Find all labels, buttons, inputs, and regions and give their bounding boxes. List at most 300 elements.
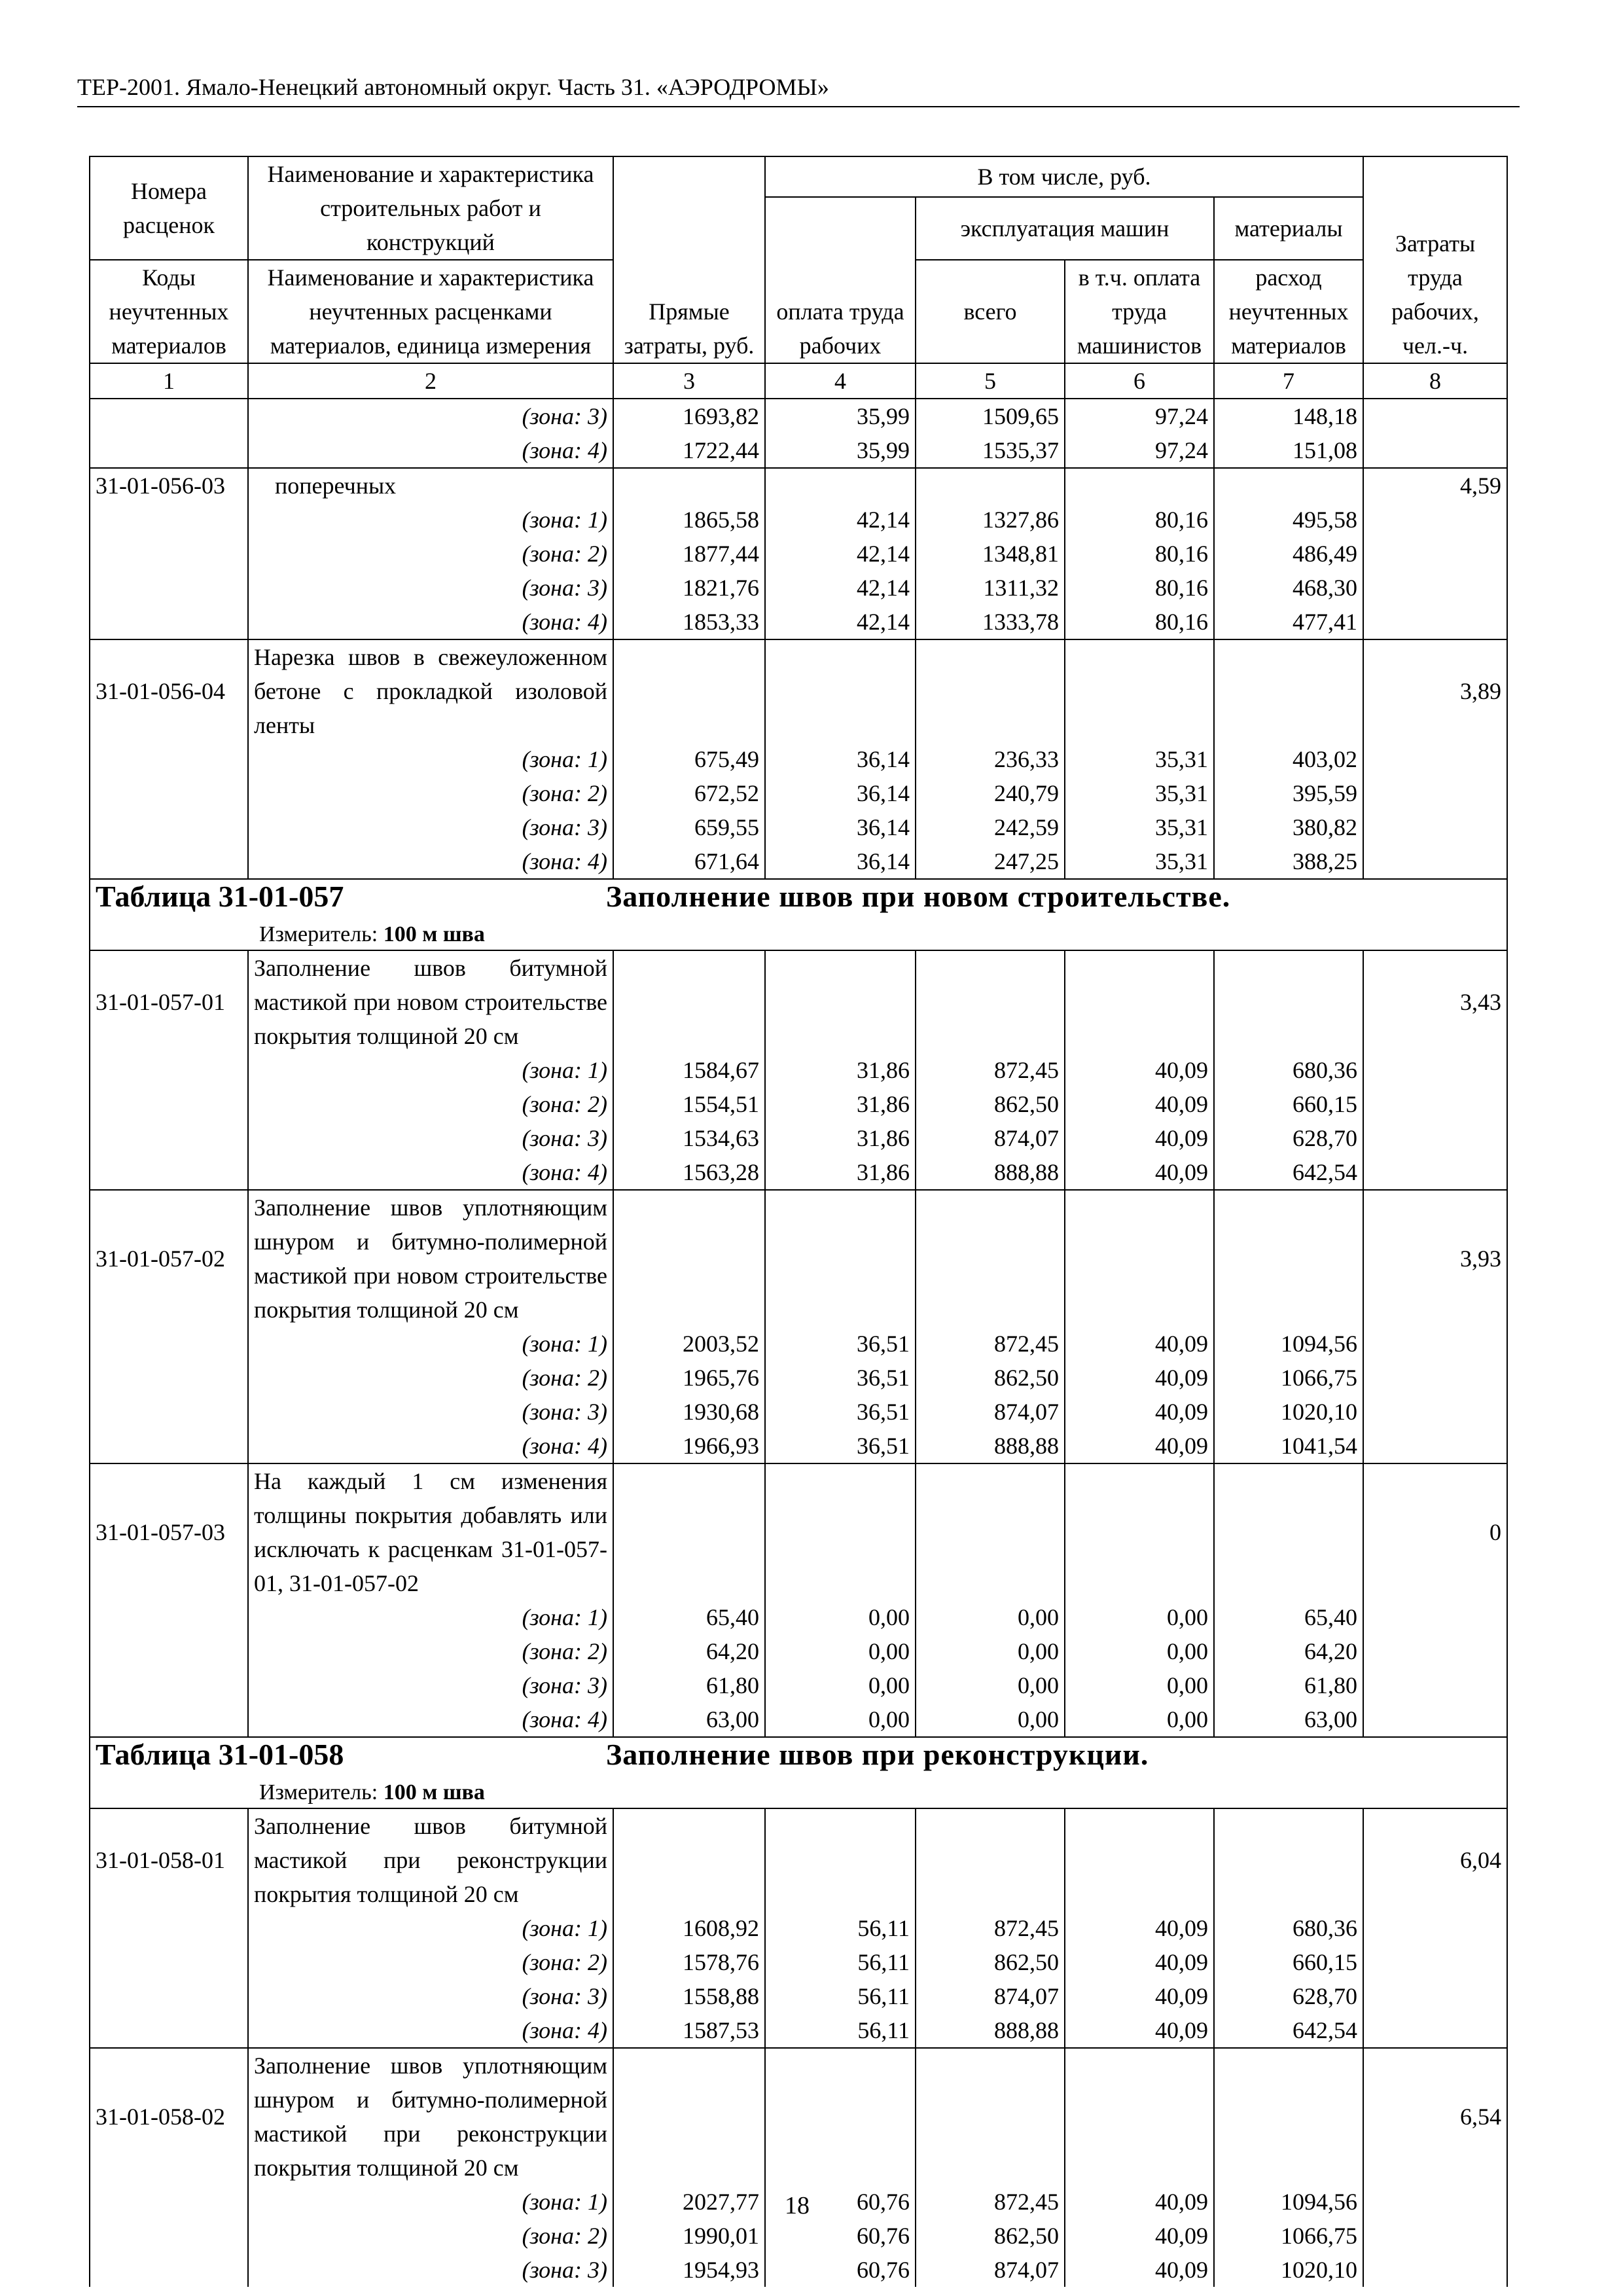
machine-total: 874,07 — [916, 1979, 1065, 2013]
zone-row — [90, 1327, 1507, 1361]
worker-pay: 56,11 — [765, 1979, 916, 2013]
col-head-rate-numbers: Номера расценок — [90, 156, 248, 260]
materials-cost: 680,36 — [1214, 1911, 1363, 1945]
zone-label: (зона: 2) — [248, 1087, 613, 1121]
worker-pay: 56,11 — [765, 1945, 916, 1979]
empty-cell — [1363, 1429, 1507, 1463]
direct-costs: 671,64 — [613, 844, 765, 879]
worker-pay: 0,00 — [765, 1634, 916, 1668]
direct-costs: 1722,44 — [613, 433, 765, 468]
empty-cell — [1065, 639, 1214, 742]
rate-code: 31-01-056-04 — [90, 639, 248, 742]
worker-pay: 0,00 — [765, 1702, 916, 1737]
direct-costs: 672,52 — [613, 776, 765, 810]
table-heading — [96, 1738, 1501, 1774]
direct-costs: 1821,76 — [613, 571, 765, 605]
worker-pay: 60,76 — [765, 2219, 916, 2253]
direct-costs: 1608,92 — [613, 1911, 765, 1945]
zone-label: (зона: 2) — [248, 1945, 613, 1979]
col-number: 8 — [1363, 363, 1507, 399]
materials-cost: 660,15 — [1214, 1087, 1363, 1121]
zone-row — [90, 1361, 1507, 1395]
materials-cost: 388,25 — [1214, 844, 1363, 879]
col-number: 2 — [248, 363, 613, 399]
table-id: Таблица 31-01-057 — [96, 880, 344, 913]
direct-costs: 1853,33 — [613, 605, 765, 639]
machine-total: 872,45 — [916, 1327, 1065, 1361]
worker-pay: 0,00 — [765, 1600, 916, 1634]
table-row — [90, 468, 1507, 503]
operator-pay: 40,09 — [1065, 1361, 1214, 1395]
col-head-labor-costs: Затраты труда рабочих, чел.-ч. — [1363, 156, 1507, 363]
empty-cell — [90, 1087, 248, 1121]
empty-cell — [90, 1979, 248, 2013]
empty-cell — [916, 468, 1065, 503]
machine-total: 0,00 — [916, 1702, 1065, 1737]
table-id-wrap — [96, 1738, 606, 1774]
machine-total: 247,25 — [916, 844, 1065, 879]
materials-cost: 380,82 — [1214, 810, 1363, 844]
worker-pay: 35,99 — [765, 399, 916, 433]
worker-pay: 36,51 — [765, 1395, 916, 1429]
zone-label: (зона: 4) — [248, 605, 613, 639]
empty-cell — [1065, 1190, 1214, 1327]
empty-cell — [1214, 639, 1363, 742]
worker-pay: 56,11 — [765, 2013, 916, 2048]
zone-label: (зона: 3) — [248, 1979, 613, 2013]
col-head-total: всего — [916, 260, 1065, 363]
col-head-materials: материалы — [1214, 197, 1363, 260]
zone-row — [90, 1979, 1507, 2013]
operator-pay: 40,09 — [1065, 2185, 1214, 2219]
page-number: 18 — [785, 2192, 810, 2219]
materials-cost: 628,70 — [1214, 1979, 1363, 2013]
col-head-machine-operation: эксплуатация машин — [916, 197, 1214, 260]
empty-cell — [1363, 776, 1507, 810]
empty-cell — [1214, 950, 1363, 1053]
empty-cell — [1363, 810, 1507, 844]
table-id: Таблица 31-01-058 — [96, 1738, 344, 1771]
zone-label: (зона: 3) — [248, 1668, 613, 1702]
rate-description: На каждый 1 см изменения толщины покрытия добавлять или исключать к расценкам 31-01-057-01, 31-01-057-02 — [248, 1463, 613, 1600]
materials-cost: 495,58 — [1214, 503, 1363, 537]
rate-code: 31-01-058-01 — [90, 1808, 248, 1911]
empty-cell — [1214, 1808, 1363, 1911]
zone-label: (зона: 1) — [248, 1600, 613, 1634]
worker-pay: 31,86 — [765, 1053, 916, 1087]
col-number: 3 — [613, 363, 765, 399]
empty-cell — [1363, 537, 1507, 571]
zone-label: (зона: 4) — [248, 1702, 613, 1737]
empty-cell — [916, 950, 1065, 1053]
machine-total: 240,79 — [916, 776, 1065, 810]
table-measure — [259, 920, 1501, 950]
operator-pay: 35,31 — [1065, 742, 1214, 776]
empty-cell — [1363, 1395, 1507, 1429]
empty-cell — [613, 468, 765, 503]
machine-total: 862,50 — [916, 1087, 1065, 1121]
zone-row — [90, 1155, 1507, 1190]
operator-pay: 40,09 — [1065, 1945, 1214, 1979]
materials-cost: 477,41 — [1214, 605, 1363, 639]
col-head-incl-operator-pay: в т.ч. оплата труда машинистов — [1065, 260, 1214, 363]
labor-costs: 3,43 — [1363, 950, 1507, 1053]
operator-pay: 0,00 — [1065, 1668, 1214, 1702]
zone-label: (зона: 3) — [248, 1395, 613, 1429]
rate-code: 31-01-058-02 — [90, 2048, 248, 2185]
zone-label: (зона: 1) — [248, 742, 613, 776]
empty-cell — [90, 605, 248, 639]
table-title: Заполнение швов при новом строительстве. — [606, 880, 1231, 913]
zone-label: (зона: 1) — [248, 1053, 613, 1087]
zone-row — [90, 1945, 1507, 1979]
operator-pay: 40,09 — [1065, 1155, 1214, 1190]
operator-pay: 35,31 — [1065, 776, 1214, 810]
direct-costs: 1965,76 — [613, 1361, 765, 1395]
empty-cell — [1363, 1087, 1507, 1121]
direct-costs: 1930,68 — [613, 1395, 765, 1429]
materials-cost: 1066,75 — [1214, 2219, 1363, 2253]
zone-label: (зона: 1) — [248, 1327, 613, 1361]
empty-cell — [916, 1190, 1065, 1327]
empty-cell — [1065, 950, 1214, 1053]
empty-cell — [613, 2048, 765, 2185]
direct-costs: 1990,01 — [613, 2219, 765, 2253]
empty-cell — [765, 639, 916, 742]
direct-costs: 1563,28 — [613, 1155, 765, 1190]
worker-pay: 36,14 — [765, 810, 916, 844]
operator-pay: 97,24 — [1065, 399, 1214, 433]
direct-costs: 1877,44 — [613, 537, 765, 571]
rate-description: Нарезка швов в свежеуложенном бетоне с прокладкой изоловой ленты — [248, 639, 613, 742]
worker-pay: 56,11 — [765, 1911, 916, 1945]
empty-cell — [765, 1190, 916, 1327]
worker-pay: 42,14 — [765, 605, 916, 639]
machine-total: 862,50 — [916, 2219, 1065, 2253]
empty-cell — [90, 1395, 248, 1429]
zone-label: (зона: 4) — [248, 1429, 613, 1463]
empty-cell — [765, 468, 916, 503]
zone-label: (зона: 4) — [248, 844, 613, 879]
empty-cell — [613, 639, 765, 742]
zone-label: (зона: 4) — [248, 433, 613, 468]
operator-pay: 80,16 — [1065, 571, 1214, 605]
empty-cell — [1065, 1808, 1214, 1911]
direct-costs: 675,49 — [613, 742, 765, 776]
empty-cell — [90, 2219, 248, 2253]
empty-cell — [90, 1668, 248, 1702]
zone-row — [90, 1668, 1507, 1702]
zone-label: (зона: 2) — [248, 1361, 613, 1395]
labor-costs: 3,93 — [1363, 1190, 1507, 1327]
measure-label: Измеритель: — [259, 1780, 378, 1804]
machine-total: 1509,65 — [916, 399, 1065, 433]
worker-pay: 0,00 — [765, 1668, 916, 1702]
worker-pay: 36,14 — [765, 844, 916, 879]
rate-description: Заполнение швов уплотняющим шнуром и битумно-полимерной мастикой при новом строительстве покрытия толщиной 20 см — [248, 1190, 613, 1327]
worker-pay: 60,76 — [765, 2185, 916, 2219]
zone-label: (зона: 3) — [248, 810, 613, 844]
materials-cost: 148,18 — [1214, 399, 1363, 433]
materials-cost: 395,59 — [1214, 776, 1363, 810]
machine-total: 1348,81 — [916, 537, 1065, 571]
zone-row — [90, 2219, 1507, 2253]
empty-cell — [1065, 468, 1214, 503]
zone-row — [90, 2013, 1507, 2048]
operator-pay: 40,09 — [1065, 1121, 1214, 1155]
empty-cell — [1363, 1121, 1507, 1155]
labor-costs: 3,89 — [1363, 639, 1507, 742]
operator-pay: 40,09 — [1065, 2253, 1214, 2287]
operator-pay: 40,09 — [1065, 1911, 1214, 1945]
operator-pay: 40,09 — [1065, 1327, 1214, 1361]
rate-code: 31-01-056-03 — [90, 468, 248, 503]
empty-cell — [916, 639, 1065, 742]
empty-cell — [90, 2185, 248, 2219]
materials-cost: 680,36 — [1214, 1053, 1363, 1087]
empty-cell — [765, 1463, 916, 1600]
zone-label: (зона: 3) — [248, 2253, 613, 2287]
zone-row — [90, 844, 1507, 879]
empty-cell — [90, 1600, 248, 1634]
zone-row — [90, 1634, 1507, 1668]
zone-label: (зона: 3) — [248, 1121, 613, 1155]
direct-costs: 1865,58 — [613, 503, 765, 537]
direct-costs: 65,40 — [613, 1600, 765, 1634]
page-header: ТЕР-2001. Ямало-Ненецкий автономный округ. Часть 31. «АЭРОДРОМЫ» — [77, 74, 829, 100]
worker-pay: 42,14 — [765, 537, 916, 571]
zone-label: (зона: 2) — [248, 537, 613, 571]
materials-cost: 1041,54 — [1214, 1429, 1363, 1463]
empty-cell — [1363, 503, 1507, 537]
empty-cell — [1363, 2219, 1507, 2253]
empty-cell — [90, 1361, 248, 1395]
rate-code: 31-01-057-02 — [90, 1190, 248, 1327]
direct-costs: 1558,88 — [613, 1979, 765, 2013]
empty-cell — [1363, 1155, 1507, 1190]
empty-cell — [1363, 844, 1507, 879]
operator-pay: 40,09 — [1065, 1979, 1214, 2013]
worker-pay: 31,86 — [765, 1121, 916, 1155]
zone-label: (зона: 2) — [248, 2219, 613, 2253]
rate-code: 31-01-057-01 — [90, 950, 248, 1053]
operator-pay: 40,09 — [1065, 1087, 1214, 1121]
empty-cell — [1065, 2048, 1214, 2185]
worker-pay: 36,51 — [765, 1429, 916, 1463]
zone-row — [90, 571, 1507, 605]
worker-pay: 36,14 — [765, 776, 916, 810]
empty-cell — [765, 950, 916, 1053]
operator-pay: 40,09 — [1065, 1395, 1214, 1429]
direct-costs: 1554,51 — [613, 1087, 765, 1121]
empty-cell — [1363, 2253, 1507, 2287]
measure-value: 100 м шва — [383, 922, 485, 946]
direct-costs: 1534,63 — [613, 1121, 765, 1155]
operator-pay: 40,09 — [1065, 1429, 1214, 1463]
empty-cell — [90, 503, 248, 537]
zone-row — [90, 503, 1507, 537]
empty-cell — [90, 571, 248, 605]
direct-costs: 659,55 — [613, 810, 765, 844]
zone-row — [90, 742, 1507, 776]
empty-cell — [1214, 1463, 1363, 1600]
empty-cell — [1363, 1600, 1507, 1634]
empty-cell — [90, 810, 248, 844]
empty-cell — [90, 433, 248, 468]
table-heading — [96, 880, 1501, 916]
table-row — [90, 950, 1507, 1053]
machine-total: 872,45 — [916, 1053, 1065, 1087]
materials-cost: 468,30 — [1214, 571, 1363, 605]
zone-row — [90, 605, 1507, 639]
materials-cost: 63,00 — [1214, 1702, 1363, 1737]
materials-cost: 660,15 — [1214, 1945, 1363, 1979]
materials-cost: 65,40 — [1214, 1600, 1363, 1634]
machine-total: 874,07 — [916, 1395, 1065, 1429]
empty-cell — [916, 1808, 1065, 1911]
empty-cell — [90, 844, 248, 879]
empty-cell — [1065, 1463, 1214, 1600]
table-measure — [259, 1778, 1501, 1808]
col-number: 1 — [90, 363, 248, 399]
worker-pay: 42,14 — [765, 503, 916, 537]
operator-pay: 35,31 — [1065, 810, 1214, 844]
table-row — [90, 2048, 1507, 2185]
zone-row — [90, 1429, 1507, 1463]
zone-label: (зона: 1) — [248, 2185, 613, 2219]
worker-pay: 31,86 — [765, 1087, 916, 1121]
operator-pay: 80,16 — [1065, 503, 1214, 537]
direct-costs: 1578,76 — [613, 1945, 765, 1979]
materials-cost: 61,80 — [1214, 1668, 1363, 1702]
table-row — [90, 1463, 1507, 1600]
empty-cell — [1363, 1361, 1507, 1395]
rate-code: 31-01-057-03 — [90, 1463, 248, 1600]
worker-pay: 31,86 — [765, 1155, 916, 1190]
direct-costs: 1954,93 — [613, 2253, 765, 2287]
materials-cost: 642,54 — [1214, 2013, 1363, 2048]
empty-cell — [1214, 468, 1363, 503]
empty-cell — [90, 2253, 248, 2287]
materials-cost: 1020,10 — [1214, 1395, 1363, 1429]
machine-total: 0,00 — [916, 1634, 1065, 1668]
machine-total: 1327,86 — [916, 503, 1065, 537]
labor-costs: 6,04 — [1363, 1808, 1507, 1911]
empty-cell — [90, 742, 248, 776]
table-row — [90, 1190, 1507, 1327]
header-rule — [77, 106, 1520, 107]
rate-description: Заполнение швов битумной мастикой при новом строительстве покрытия толщиной 20 см — [248, 950, 613, 1053]
empty-cell — [613, 950, 765, 1053]
empty-cell — [1363, 1702, 1507, 1737]
worker-pay: 36,14 — [765, 742, 916, 776]
empty-cell — [1363, 1668, 1507, 1702]
operator-pay: 0,00 — [1065, 1702, 1214, 1737]
zone-row — [90, 1053, 1507, 1087]
machine-total: 236,33 — [916, 742, 1065, 776]
zone-row — [90, 1702, 1507, 1737]
empty-cell — [1363, 605, 1507, 639]
zone-label: (зона: 1) — [248, 503, 613, 537]
empty-cell — [765, 1808, 916, 1911]
zone-label: (зона: 2) — [248, 776, 613, 810]
table-section-cell — [90, 1737, 1507, 1808]
materials-cost: 1094,56 — [1214, 1327, 1363, 1361]
operator-pay: 80,16 — [1065, 537, 1214, 571]
zone-row — [90, 1395, 1507, 1429]
empty-cell — [90, 1155, 248, 1190]
empty-cell — [90, 1327, 248, 1361]
zone-row — [90, 810, 1507, 844]
labor-costs: 4,59 — [1363, 468, 1507, 503]
rate-description: Заполнение швов уплотняющим шнуром и битумно-полимерной мастикой при реконструкции покрытия толщиной 20 см — [248, 2048, 613, 2185]
direct-costs: 1587,53 — [613, 2013, 765, 2048]
zone-row — [90, 399, 1507, 433]
table-section-cell — [90, 879, 1507, 950]
table-title: Заполнение швов при реконструкции. — [606, 1738, 1149, 1771]
operator-pay: 40,09 — [1065, 1053, 1214, 1087]
direct-costs: 2003,52 — [613, 1327, 765, 1361]
materials-cost: 628,70 — [1214, 1121, 1363, 1155]
operator-pay: 0,00 — [1065, 1634, 1214, 1668]
empty-cell — [916, 1463, 1065, 1600]
labor-costs: 0 — [1363, 1463, 1507, 1600]
empty-cell — [1363, 1979, 1507, 2013]
materials-cost: 1066,75 — [1214, 1361, 1363, 1395]
empty-cell — [90, 776, 248, 810]
empty-cell — [90, 1945, 248, 1979]
zone-row — [90, 1600, 1507, 1634]
machine-total: 888,88 — [916, 2013, 1065, 2048]
empty-cell — [1363, 399, 1507, 433]
col-head-unaccounted-materials: расход неучтенных материалов — [1214, 260, 1363, 363]
labor-costs: 6,54 — [1363, 2048, 1507, 2185]
machine-total: 874,07 — [916, 2253, 1065, 2287]
machine-total: 862,50 — [916, 1361, 1065, 1395]
operator-pay: 0,00 — [1065, 1600, 1214, 1634]
empty-cell — [1363, 742, 1507, 776]
empty-cell — [1363, 571, 1507, 605]
zone-row — [90, 2253, 1507, 2287]
rate-description: поперечных — [248, 468, 613, 503]
col-head-material-codes: Коды неучтенных материалов — [90, 260, 248, 363]
worker-pay: 60,76 — [765, 2253, 916, 2287]
empty-cell — [1363, 1945, 1507, 1979]
empty-cell — [90, 2013, 248, 2048]
worker-pay: 36,51 — [765, 1327, 916, 1361]
zone-row — [90, 776, 1507, 810]
worker-pay: 36,51 — [765, 1361, 916, 1395]
direct-costs: 61,80 — [613, 1668, 765, 1702]
zone-row — [90, 1087, 1507, 1121]
empty-cell — [1363, 1327, 1507, 1361]
empty-cell — [90, 1911, 248, 1945]
measure-label: Измеритель: — [259, 922, 378, 946]
table-section-header — [90, 879, 1507, 950]
machine-total: 872,45 — [916, 1911, 1065, 1945]
col-head-direct-costs: Прямые затраты, руб. — [613, 156, 765, 363]
empty-cell — [1214, 2048, 1363, 2185]
worker-pay: 35,99 — [765, 433, 916, 468]
table-row — [90, 639, 1507, 742]
zone-label: (зона: 4) — [248, 2013, 613, 2048]
empty-cell — [1363, 2013, 1507, 2048]
machine-total: 872,45 — [916, 2185, 1065, 2219]
machine-total: 1311,32 — [916, 571, 1065, 605]
machine-total: 1333,78 — [916, 605, 1065, 639]
zone-label: (зона: 1) — [248, 1911, 613, 1945]
rates-table — [89, 156, 1508, 2287]
